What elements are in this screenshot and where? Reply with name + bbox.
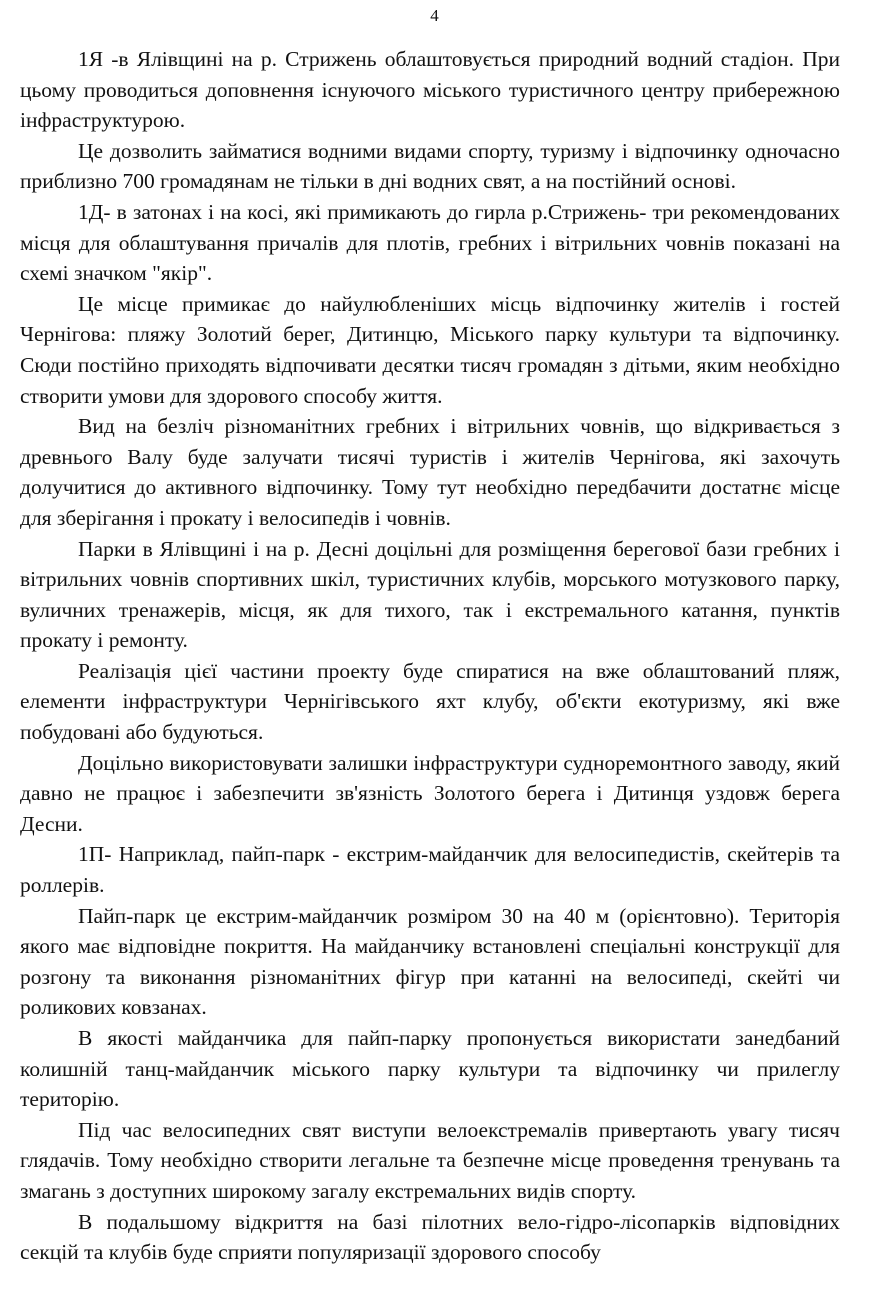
paragraph-7: Реалізація цієї частини проекту буде спиратися на вже облаштований пляж, елементи інфраструктури Чернігівського яхт клубу, об'єкти екотуризму, які вже побудовані або будуються.	[20, 658, 840, 745]
document-body	[20, 44, 840, 1268]
paragraph-12: Під час велосипедних свят виступи велоекстремалів привертають увагу тисяч глядачів. Тому необхідно створити легальне та безпечне місце проведення тренувань та змагань з доступних широкому загалу екстремальних видів спорту.	[20, 1117, 840, 1203]
paragraph-5: Вид на безліч різноманітних гребних і вітрильних човнів, що відкривається з древнього Валу буде залучати тисячі туристів і жителів Чернігова, які захочуть долучитися до активного відпочинку. Тому тут необхідно передбачити достатнє місце для зберігання і прокату і велосипедів і човнів.	[20, 414, 840, 530]
paragraph-8: Доцільно використовувати залишки інфраструктури судноремонтного заводу, який давно не працює і забезпечити зв'язність Золотого берега і Дитинця уздовж берега Десни.	[20, 750, 840, 836]
paragraph-3: 1Д- в затонах і на косі, які примикають до гирла р.Стрижень- три рекомендованих місця для облаштування причалів для плотів, гребних і вітрильних човнів показані на схемі значком "якір".	[20, 199, 840, 286]
paragraph-6: Парки в Ялівщині і на р. Десні доцільні для розміщення берегової бази гребних і вітрильних човнів спортивних шкіл, туристичних клубів, морського мотузкового парку, вуличних тренажерів, місця, як для тихого, так і екстремального катання, пунктів прокату і ремонту.	[20, 536, 840, 653]
paragraph-13: В подальшому відкриття на базі пілотних вело-гідро-лісопарків відповідних секцій та клубів буде сприяти популяризації здорового способу	[20, 1209, 840, 1265]
paragraph-9: 1П- Наприклад, пайп-парк - екстрим-майданчик для велосипедистів, скейтерів та роллерів.	[20, 842, 840, 898]
paragraph-4: Це місце примикає до найулюбленіших місць відпочинку жителів і гостей Чернігова: пляжу Золотий берег, Дитинцю, Міського парку культури та відпочинку. Сюди постійно приходять відпочивати десятки тисяч громадян з дітьми, яким необхідно створити умови для здорового способу життя.	[20, 291, 840, 408]
paragraph-10: Пайп-парк це екстрим-майданчик розміром 30 на 40 м (орієнтовно). Територія якого має відповідне покриття. На майданчику встановлені спеціальні конструкції для розгону та виконання різноманітних фігур при катанні на велосипеді, скейті чи роликових ковзанах.	[20, 903, 840, 1020]
paragraph-2: Це дозволить займатися водними видами спорту, туризму і відпочинку одночасно приблизно 700 громадянам не тільки в дні водних свят, а на постійний основі.	[20, 138, 840, 194]
page-number: 4	[430, 6, 439, 25]
paragraph-11: В якості майданчика для пайп-парку пропонується використати занедбаний колишній танц-майданчик міського парку культури та відпочинку чи прилеглу територію.	[20, 1026, 840, 1112]
paragraph-1: 1Я -в Ялівщині на р. Стрижень облаштовується природний водний стадіон. При цьому проводиться доповнення існуючого міського туристичного центру прибережною інфраструктурою.	[20, 47, 840, 133]
